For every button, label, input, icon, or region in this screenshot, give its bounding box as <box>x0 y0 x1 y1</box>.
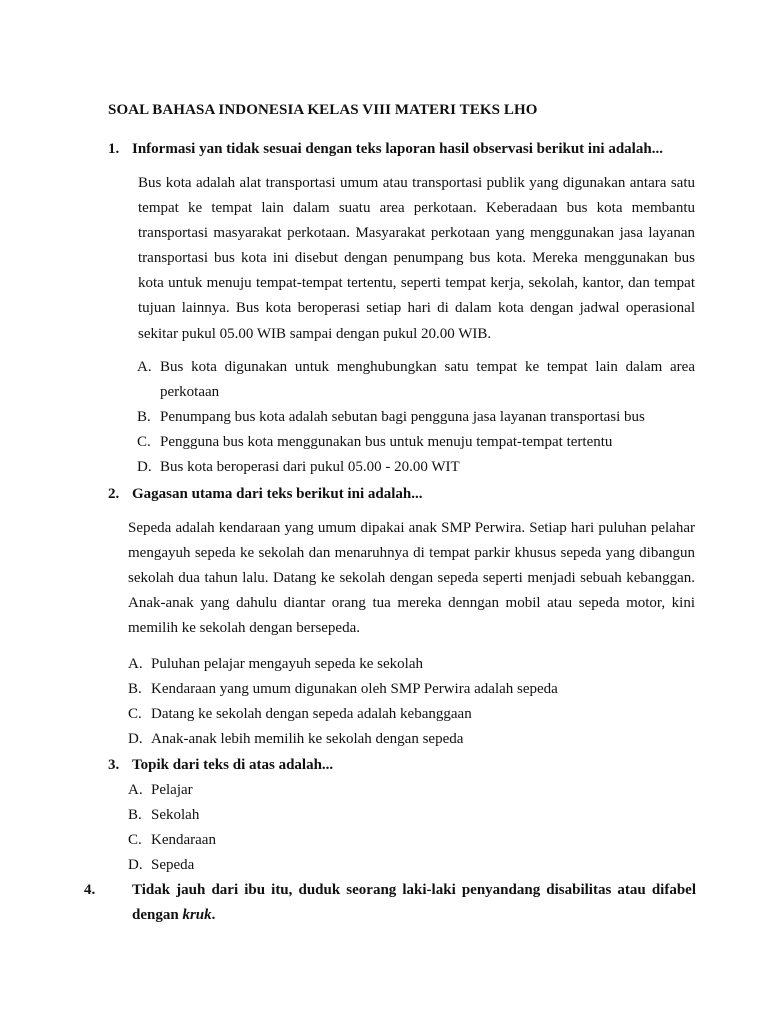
document-title: SOAL BAHASA INDONESIA KELAS VIII MATERI TEKS LHO <box>108 102 538 118</box>
option-a <box>137 355 695 405</box>
question-number: 1. <box>108 141 120 157</box>
option-b <box>137 405 695 430</box>
question-2-passage: Sepeda adalah kendaraan yang umum dipakai anak SMP Perwira. Setiap hari puluhan pelahar mengayuh sepeda ke sekolah dan menaruhnya di tempat parkir khusus sepeda yang dibangun sekolah dua tahun lalu. Datang ke sekolah dengan sepeda seperti menjadi sebuah kebanggan. Anak-anak yang dahulu diantar orang tua mereka denngan mobil atau sepeda motor, kini memilih ke sekolah dengan bersepeda. <box>128 520 695 637</box>
option-text: Sepeda <box>151 857 195 874</box>
option-b <box>128 803 695 828</box>
option-d <box>128 853 695 878</box>
option-text: Pengguna bus kota menggunakan bus untuk menuju tempat-tempat tertentu <box>160 434 613 451</box>
question-number: 2. <box>108 486 120 502</box>
question-text-end: . <box>211 907 216 923</box>
option-text: Sekolah <box>151 807 200 824</box>
option-c <box>128 828 695 853</box>
option-letter: A. <box>128 782 143 798</box>
option-letter: B. <box>128 807 142 824</box>
question-1-passage: Bus kota adalah alat transportasi umum atau transportasi publik yang digunakan antara satu tempat ke tempat lain dalam suatu area perkotaan. Keberadaan bus kota membantu transportasi masyarakat perkotaan. Masyarakat perkotaan yang menggunakan jasa layanan transportasi bus kota ini disebut dengan penumpang bus kota. Mereka menggunakan bus kota untuk menuju tempat-tempat tertentu, seperti tempat kerja, sekolah, kantor, dan tempat tujuan lainnya. Bus kota beroperasi setiap hari di dalam kota dengan jadwal operasional sekitar pukul 05.00 WIB sampai dengan pukul 20.00 WIB. <box>138 175 695 342</box>
option-text: Bus kota digunakan untuk menghubungkan satu tempat ke tempat lain dalam area perkotaan <box>160 359 695 401</box>
option-letter: C. <box>128 706 142 723</box>
option-d <box>128 727 695 752</box>
option-letter: C. <box>128 832 142 849</box>
question-text: Topik dari teks di atas adalah... <box>132 757 334 773</box>
option-letter: D. <box>128 857 143 874</box>
question-2-heading <box>108 482 696 507</box>
option-text: Pelajar <box>151 782 193 798</box>
option-c <box>128 702 695 727</box>
option-text: Kendaraan yang umum digunakan oleh SMP Perwira adalah sepeda <box>151 681 558 698</box>
option-letter: A. <box>137 359 152 375</box>
question-1-options <box>137 355 695 480</box>
question-text: Informasi yan tidak sesuai dengan teks laporan hasil observasi berikut ini adalah... <box>132 141 663 157</box>
option-letter: A. <box>128 656 143 672</box>
question-3-heading <box>108 753 696 778</box>
option-text: Anak-anak lebih memilih ke sekolah dengan sepeda <box>151 731 464 748</box>
question-3-options <box>128 778 695 878</box>
option-text: Kendaraan <box>151 832 216 849</box>
option-a <box>128 652 695 677</box>
option-b <box>128 677 695 702</box>
question-4-heading <box>84 878 696 928</box>
option-letter: C. <box>137 434 151 451</box>
question-1-heading <box>108 137 696 162</box>
question-number: 4. <box>84 882 96 898</box>
option-a <box>128 778 695 803</box>
option-text: Penumpang bus kota adalah sebutan bagi pengguna jasa layanan transportasi bus <box>160 409 645 426</box>
question-text: Tidak jauh dari ibu itu, duduk seorang laki-laki penyandang disabilitas atau difabel dengan <box>132 882 696 923</box>
option-letter: D. <box>137 459 152 476</box>
question-text-italic: kruk <box>182 907 212 923</box>
question-2-options <box>128 652 695 752</box>
option-letter: B. <box>137 409 151 426</box>
option-c <box>137 430 695 455</box>
option-text: Puluhan pelajar mengayuh sepeda ke sekolah <box>151 656 423 672</box>
option-text: Datang ke sekolah dengan sepeda adalah kebanggaan <box>151 706 472 723</box>
option-d <box>137 455 695 480</box>
option-letter: D. <box>128 731 143 748</box>
option-text: Bus kota beroperasi dari pukul 05.00 - 20.00 WIT <box>160 459 460 476</box>
option-letter: B. <box>128 681 142 698</box>
question-number: 3. <box>108 757 120 773</box>
question-text: Gagasan utama dari teks berikut ini adalah... <box>132 486 423 502</box>
